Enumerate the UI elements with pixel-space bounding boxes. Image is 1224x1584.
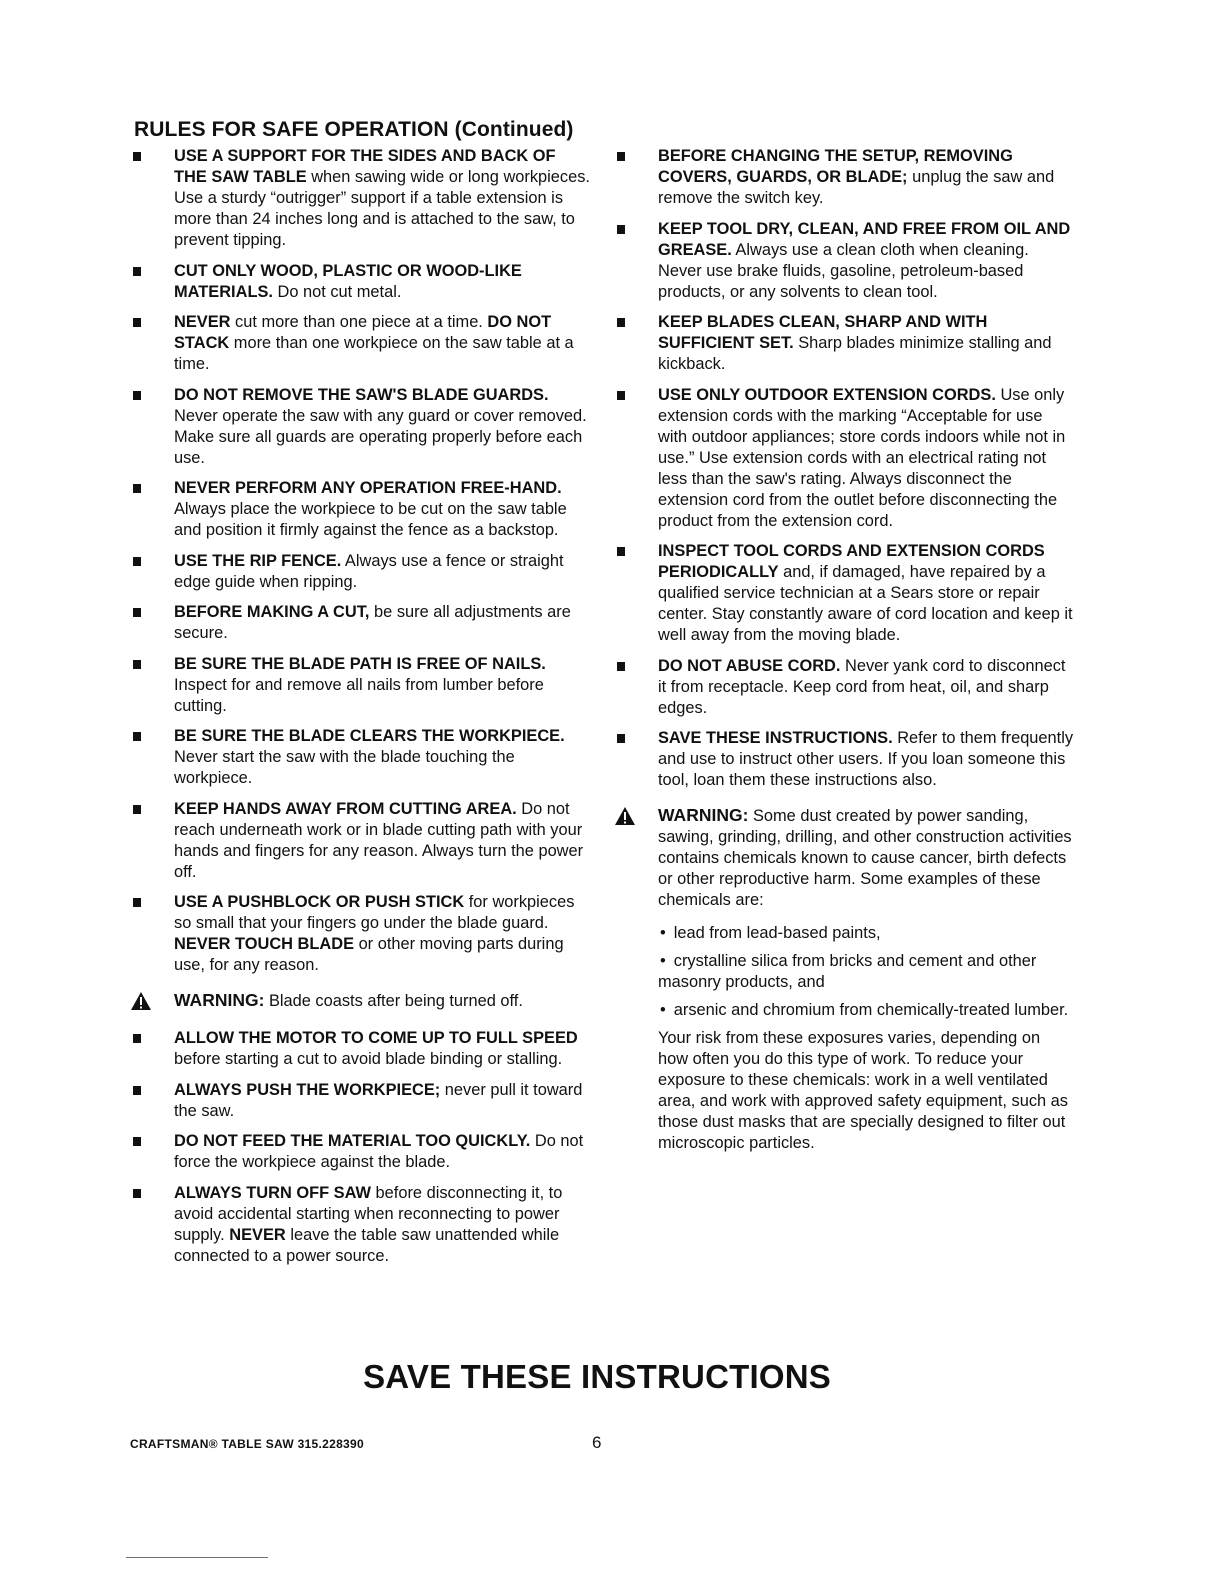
rule-item: DO NOT ABUSE CORD. Never yank cord to disconnect it from receptacle. Keep cord from heat, oil, and sharp edges. [614,656,1074,719]
warning-text: Some dust created by power sanding, sawing, grinding, drilling, and other construction activities contains chemicals known to cause cancer, birth defects or other reproductive harm. Some examples of these chemicals are: [658,807,1072,909]
save-instructions-banner: SAVE THESE INSTRUCTIONS [363,1358,831,1395]
warning-triangle-icon [614,806,636,826]
rule-item: KEEP HANDS AWAY FROM CUTTING AREA. Do not reach underneath work or in blade cutting path with your hands and fingers for any reason. Always turn the power off. [130,799,590,883]
dot-bullet-icon: • [660,952,666,970]
warning-label: WARNING: [174,990,265,1010]
warning-text: Blade coasts after being turned off. [264,992,523,1010]
right-column [614,146,1074,1154]
rule-item: USE ONLY OUTDOOR EXTENSION CORDS. Use only extension cords with the marking “Acceptable for use with outdoor appliances; store cords indoors while not in use.” Use extension cords with an electrical rating not less than the saw's rating. Always disconnect the extension cord from the outlet before disconnecting the product from the extension cord. [614,385,1074,532]
chemicals-list [614,923,1074,1021]
square-bullet-icon [133,267,141,276]
rule-item: INSPECT TOOL CORDS AND EXTENSION CORDS PERIODICALLY and, if damaged, have repaired by a qualified service technician at a Sears store or repair center. Stay constantly aware of cord location and keep it well away from the moving blade. [614,541,1074,646]
rules-list-b [130,1028,590,1267]
square-bullet-icon [617,391,625,400]
square-bullet-icon [617,152,625,161]
square-bullet-icon [617,225,625,234]
rule-item: KEEP TOOL DRY, CLEAN, AND FREE FROM OIL AND GREASE. Always use a clean cloth when cleaning. Never use brake fluids, gasoline, petroleum-based products, or any solvents to clean tool. [614,219,1074,303]
list-item: • arsenic and chromium from chemically-treated lumber. [660,1001,1069,1019]
rule-item: SAVE THESE INSTRUCTIONS. Refer to them frequently and use to instruct other users. If you loan someone this tool, loan them these instructions also. [614,728,1074,791]
rule-item: USE THE RIP FENCE. Always use a fence or straight edge guide when ripping. [130,551,590,593]
dot-bullet-icon: • [660,1001,666,1019]
rules-list-right [614,146,1074,791]
square-bullet-icon [133,608,141,617]
warning-triangle-icon [130,991,152,1011]
square-bullet-icon [133,557,141,566]
square-bullet-icon [617,662,625,671]
rule-item: BE SURE THE BLADE CLEARS THE WORKPIECE. Never start the saw with the blade touching the workpiece. [130,726,590,789]
square-bullet-icon [133,1189,141,1198]
square-bullet-icon [133,1086,141,1095]
rule-item: USE A PUSHBLOCK OR PUSH STICK for workpieces so small that your fingers go under the blade guard. NEVER TOUCH BLADE or other moving parts during use, for any reason. [130,892,590,976]
square-bullet-icon [133,391,141,400]
rule-item: KEEP BLADES CLEAN, SHARP AND WITH SUFFICIENT SET. Sharp blades minimize stalling and kickback. [614,312,1074,375]
square-bullet-icon [133,732,141,741]
list-item: • crystalline silica from bricks and cement and other masonry products, and [658,952,1037,991]
rule-item: DO NOT FEED THE MATERIAL TOO QUICKLY. Do not force the workpiece against the blade. [130,1131,590,1173]
footer-brand: CRAFTSMAN® TABLE SAW 315.228390 [130,1437,364,1451]
list-item: • lead from lead-based paints, [660,924,881,942]
page-number: 6 [592,1433,602,1452]
rule-item: NEVER PERFORM ANY OPERATION FREE-HAND. Always place the workpiece to be cut on the saw table and position it firmly against the fence as a backstop. [130,478,590,541]
rule-item: ALWAYS PUSH THE WORKPIECE; never pull it toward the saw. [130,1080,590,1122]
rule-item: BEFORE CHANGING THE SETUP, REMOVING COVERS, GUARDS, OR BLADE; unplug the saw and remove the switch key. [614,146,1074,209]
square-bullet-icon [617,547,625,556]
rule-item: ALLOW THE MOTOR TO COME UP TO FULL SPEED before starting a cut to avoid blade binding or stalling. [130,1028,590,1070]
rule-item: CUT ONLY WOOD, PLASTIC OR WOOD-LIKE MATERIALS. Do not cut metal. [130,261,590,303]
square-bullet-icon [133,484,141,493]
dust-warning [614,805,1074,911]
square-bullet-icon [617,734,625,743]
blade-coast-warning [130,990,590,1012]
square-bullet-icon [133,152,141,161]
exposure-paragraph: Your risk from these exposures varies, depending on how often you do this type of work. To reduce your exposure to these chemicals: work in a well ventilated area, and work with approved safety equipment, such as those dust masks that are specially designed to filter out microscopic particles. [658,1029,1068,1152]
scan-edge-line [126,1557,268,1558]
warning-label: WARNING: [658,805,749,825]
square-bullet-icon [133,1034,141,1043]
page-heading: RULES FOR SAFE OPERATION (Continued) [134,118,574,141]
dot-bullet-icon: • [660,924,666,942]
rule-item: ALWAYS TURN OFF SAW before disconnecting it, to avoid accidental starting when reconnecting to power supply. NEVER leave the table saw unattended while connected to a power source. [130,1183,590,1267]
square-bullet-icon [133,898,141,907]
rule-item: NEVER cut more than one piece at a time. DO NOT STACK more than one workpiece on the saw table at a time. [130,312,590,375]
rule-item: BE SURE THE BLADE PATH IS FREE OF NAILS. Inspect for and remove all nails from lumber before cutting. [130,654,590,717]
left-column [130,146,590,1276]
rule-item: USE A SUPPORT FOR THE SIDES AND BACK OF THE SAW TABLE when sawing wide or long workpieces. Use a sturdy “outrigger” support if a table extension is more than 24 inches long and is attached to the saw, to prevent tipping. [130,146,590,251]
square-bullet-icon [133,318,141,327]
square-bullet-icon [133,1137,141,1146]
rule-item: DO NOT REMOVE THE SAW'S BLADE GUARDS. Never operate the saw with any guard or cover removed. Make sure all guards are operating properly before each use. [130,385,590,469]
square-bullet-icon [133,660,141,669]
square-bullet-icon [617,318,625,327]
square-bullet-icon [133,805,141,814]
rule-item: BEFORE MAKING A CUT, be sure all adjustments are secure. [130,602,590,644]
rules-list-a [130,146,590,976]
